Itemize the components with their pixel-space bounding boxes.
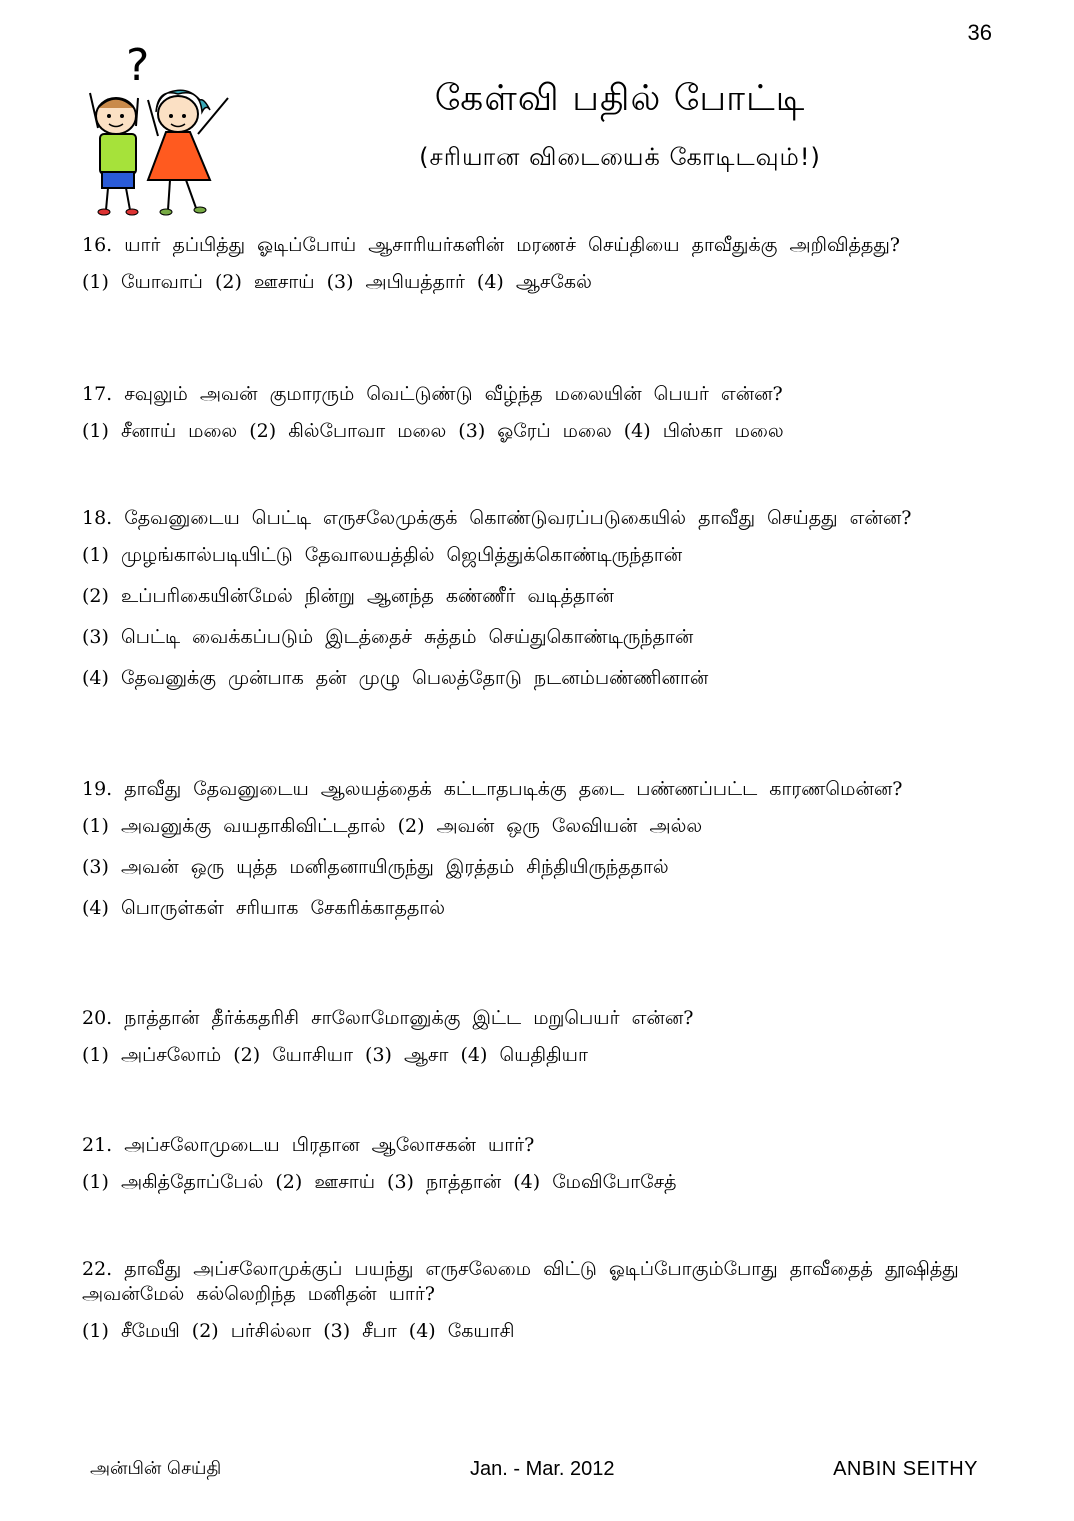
question-mark-icon: ?	[126, 40, 150, 91]
answer-options: (1) சீனாய் மலை (2) கில்போவா மலை (3) ஓரேப் மலை (4) பிஸ்கா மலை	[82, 420, 784, 442]
question-text: 20. நாத்தான் தீர்க்கதரிசி சாலோமோனுக்கு இட்ட மறுபெயர் என்ன?	[82, 1007, 694, 1029]
question-text: 18. தேவனுடைய பெட்டி எருசலேமுக்குக் கொண்டுவரப்படுகையில் தாவீது செய்தது என்ன?	[82, 507, 912, 529]
question-18	[82, 506, 982, 691]
footer-magazine-name: ANBIN SEITHY	[833, 1458, 978, 1480]
question-16	[82, 233, 982, 295]
answer-options: (1) சீமேயி (2) பர்சில்லா (3) சீபா (4) கேயாசி	[82, 1320, 515, 1342]
answer-option: (1) முழங்கால்படியிட்டு தேவாலயத்தில் ஜெபித்துக்கொண்டிருந்தான்	[82, 544, 683, 566]
footer-magazine-tamil: அன்பின் செய்தி	[90, 1458, 222, 1479]
footer-issue-date: Jan. - Mar. 2012	[470, 1458, 615, 1480]
page-number: 36	[967, 20, 992, 45]
answer-option: (3) அவன் ஒரு யுத்த மனிதனாயிருந்து இரத்தம் சிந்தியிருந்ததால்	[82, 856, 669, 878]
answer-option: (2) உப்பரிகையின்மேல் நின்று ஆனந்த கண்ணீர் வடித்தான்	[82, 585, 614, 607]
question-text: 22. தாவீது அப்சலோமுக்குப் பயந்து எருசலேமை விட்டு ஓடிப்போகும்போது தாவீதைத் தூஷித்து அவன்மேல் கல்லெறிந்த மனிதன் யார்?	[82, 1258, 959, 1305]
question-text: 16. யார் தப்பித்து ஓடிப்போய் ஆசாரியர்களின் மரணச் செய்தியை தாவீதுக்கு அறிவித்தது?	[82, 234, 900, 256]
answer-options: (1) அகித்தோப்பேல் (2) ஊசாய் (3) நாத்தான் (4) மேவிபோசேத்	[82, 1171, 677, 1193]
question-22	[82, 1257, 982, 1344]
answer-options: (1) யோவாப் (2) ஊசாய் (3) அபியத்தார் (4) ஆசகேல்	[82, 271, 592, 293]
question-text: 19. தாவீது தேவனுடைய ஆலயத்தைக் கட்டாதபடிக்கு தடை பண்ணப்பட்ட காரணமென்ன?	[82, 778, 903, 800]
answer-option: (3) பெட்டி வைக்கப்படும் இடத்தைச் சுத்தம் செய்துகொண்டிருந்தான்	[82, 626, 694, 648]
answer-option: (1) அவனுக்கு வயதாகிவிட்டதால் (2) அவன் ஒரு லேவியன் அல்ல	[82, 815, 703, 837]
answer-options: (1) அப்சலோம் (2) யோசியா (3) ஆசா (4) யெதிதியா	[82, 1044, 588, 1066]
question-20	[82, 1006, 982, 1068]
page-subtitle: (சரியான விடையைக் கோடிடவும்!)	[419, 143, 821, 171]
answer-option: (4) தேவனுக்கு முன்பாக தன் முழு பெலத்தோடு நடனம்பண்ணினான்	[82, 667, 709, 689]
answer-option: (4) பொருள்கள் சரியாக சேகரிக்காததால்	[82, 897, 446, 919]
question-text: 21. அப்சலோமுடைய பிரதான ஆலோசகன் யார்?	[82, 1134, 535, 1156]
question-19	[82, 777, 982, 921]
page-title: கேள்வி பதில் போட்டி	[434, 78, 806, 119]
question-text: 17. சவுலும் அவன் குமாரரும் வெட்டுண்டு வீழ்ந்த மலையின் பெயர் என்ன?	[82, 383, 783, 405]
question-17	[82, 382, 982, 444]
question-21	[82, 1133, 982, 1195]
kids-clipart	[78, 38, 248, 218]
